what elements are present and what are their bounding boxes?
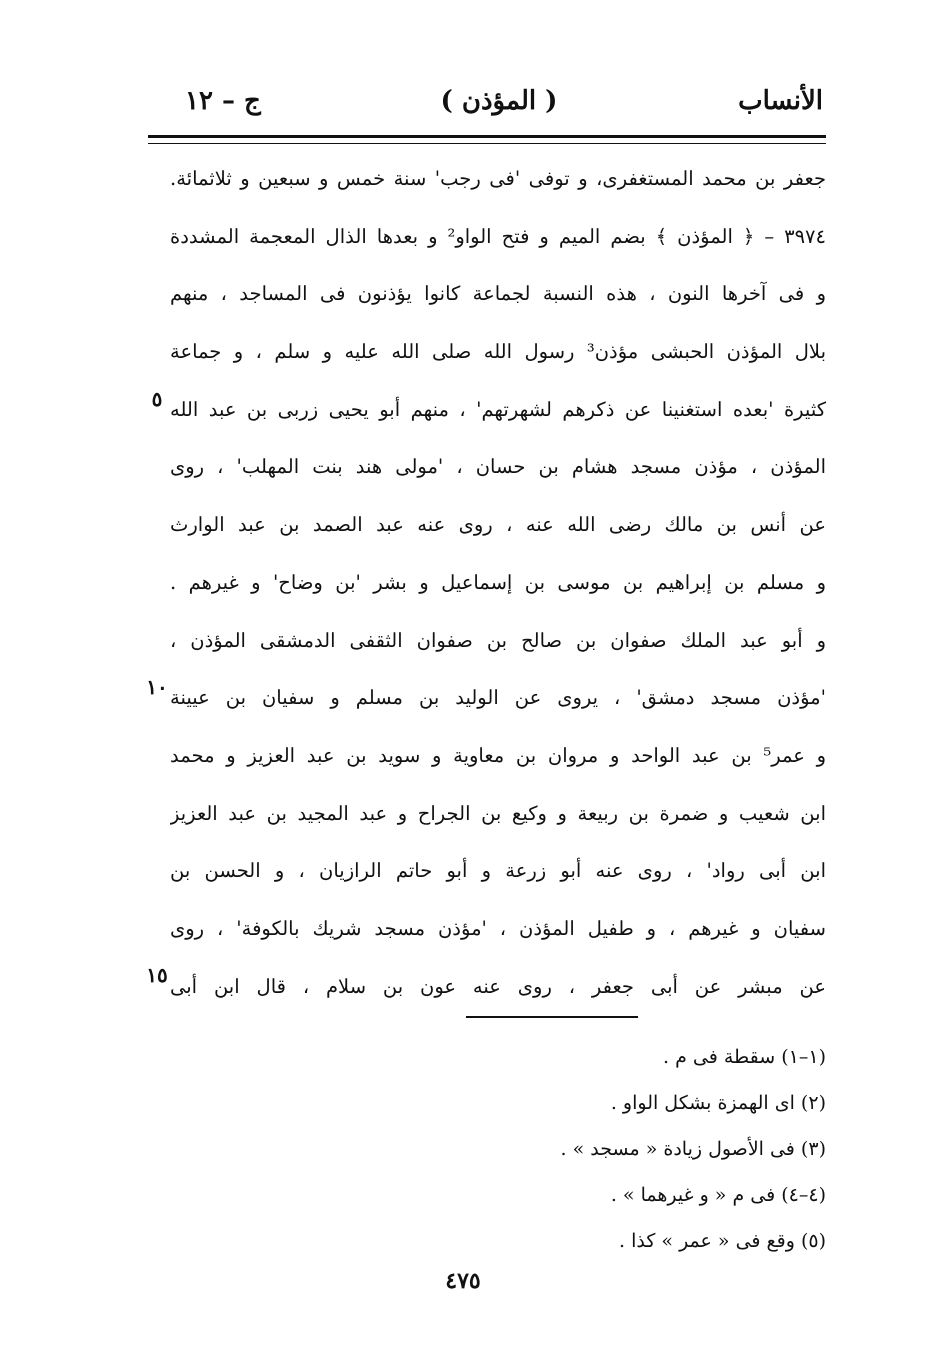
text-line: و مسلم بن إبراهيم بن موسى بن إسماعيل و بشر 'بن وضاح' و غيرهم . <box>170 570 826 594</box>
text-line: عن أنس بن مالك رضى الله عنه ، روى عنه عبد الصمد بن عبد الوارث <box>170 513 826 537</box>
text-line: عن مبشر عن أبى جعفر ، روى عنه عون بن سلام ، قال ابن أبى <box>170 974 826 998</box>
text-line: ٣٩٧٤ – ﴿ المؤذن ﴾ بضم الميم و فتح الواو² و بعدها الذال المعجمة المشددة <box>170 224 826 248</box>
text-line: ابن أبى رواد' ، روى عنه أبو زرعة و أبو حاتم الرازيان ، و الحسن بن <box>170 859 826 883</box>
line-number-5: ٥ <box>151 387 163 411</box>
main-text <box>170 150 826 1015</box>
text-line: كثيرة 'بعده استغنينا عن ذكرهم لشهرتهم' ، منهم أبو يحيى زربى بن عبد الله <box>170 397 826 421</box>
text-line: ابن شعيب و ضمرة بن ربيعة و وكيع بن الجراح و عبد المجيد بن عبد العزيز <box>170 801 826 825</box>
running-header <box>175 78 823 128</box>
footnote: (١–١) سقطة فى م . <box>663 1046 826 1068</box>
header-rule-thin <box>148 143 826 144</box>
line-number-10: ١٠ <box>146 675 168 699</box>
header-volume: ج – ١٢ <box>185 86 261 116</box>
text-line: و فى آخرها النون ، هذه النسبة لجماعة كانوا يؤذنون فى المساجد ، منهم <box>170 282 826 306</box>
text-line: بلال المؤذن الحبشى مؤذن³ رسول الله صلى الله عليه و سلم ، و جماعة <box>170 340 826 364</box>
footnote: (٥) وقع فى « عمر » كذا . <box>618 1230 826 1252</box>
text-line: جعفر بن محمد المستغفرى، و توفى 'فى رجب' سنة خمس و سبعين و ثلاثمائة. <box>170 167 826 190</box>
text-line: المؤذن ، مؤذن مسجد هشام بن حسان ، 'مولى هند بنت المهلب' ، روى <box>170 455 826 479</box>
footnote: (٢) اى الهمزة بشكل الواو . <box>610 1092 826 1114</box>
header-rule-thick <box>148 135 826 138</box>
footnote-rule <box>466 1016 638 1018</box>
page-number: ٤٧٥ <box>445 1268 481 1294</box>
text-line: 'مؤذن مسجد دمشق' ، يروى عن الوليد بن مسلم و سفيان بن عيينة <box>170 686 826 710</box>
text-line: سفيان و غيرهم ، و طفيل المؤذن ، 'مؤذن مسجد شريك بالكوفة' ، روى <box>170 916 826 940</box>
line-number-15: ١٥ <box>146 963 168 987</box>
footnotes <box>406 1034 826 1264</box>
footnote: (٣) فى الأصول زيادة « مسجد » . <box>560 1138 826 1160</box>
text-line: و أبو عبد الملك صفوان بن صالح بن صفوان الثقفى الدمشقى المؤذن ، <box>170 628 826 652</box>
footnote: (٤–٤) فى م « و غيرهما » . <box>610 1184 826 1206</box>
text-line: و عمر⁵ بن عبد الواحد و مروان بن معاوية و سويد بن عبد العزيز و محمد <box>170 743 826 767</box>
header-entry-title: ( المؤذن ) <box>440 86 558 116</box>
header-book-title: الأنساب <box>738 86 823 116</box>
